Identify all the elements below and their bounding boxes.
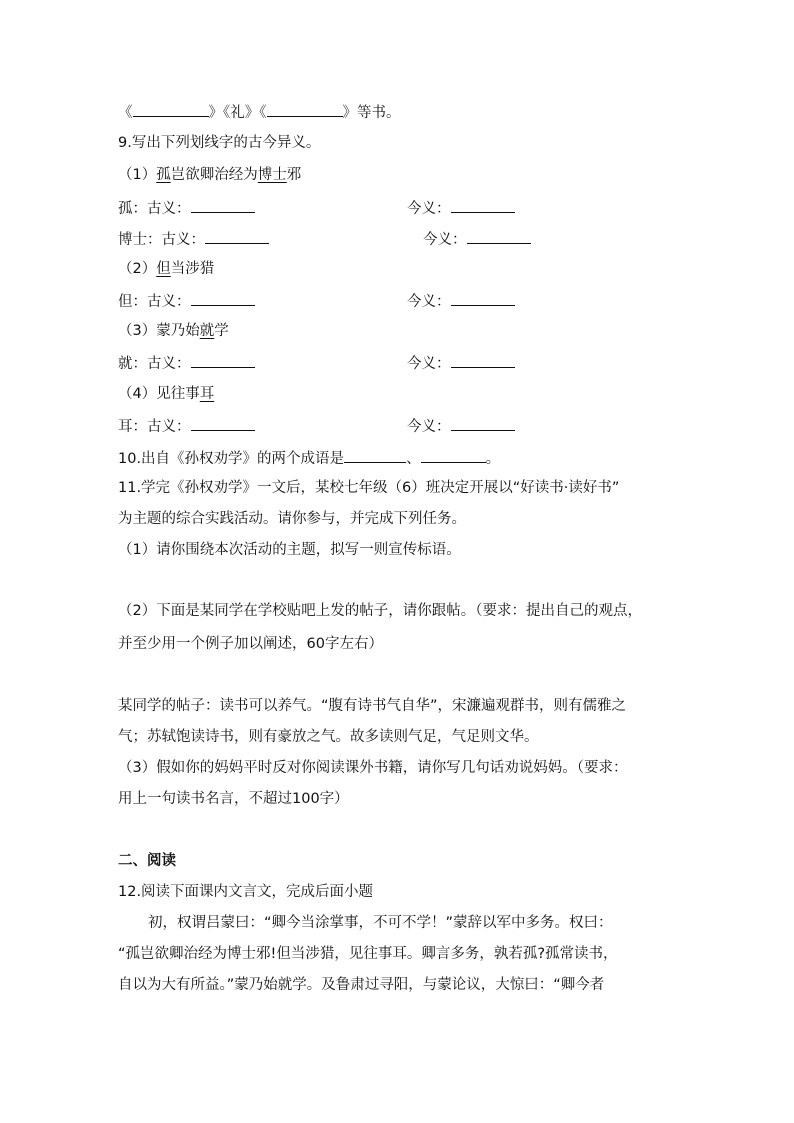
answer-row-gu [118,415,255,437]
section-heading: 二、阅读 [118,853,176,869]
q11-sub3-line1: （3）假如你的妈妈平时反对你阅读课外书籍，请你写几句话劝说妈妈。（要求： [118,760,628,776]
q9-item-2: （2）但当涉猎 [118,261,215,277]
answer-blank[interactable] [451,290,515,306]
book-li: 礼 [230,105,245,121]
underlined-word: 耳 [199,386,215,402]
answer-blank[interactable] [267,101,343,117]
answer-blank[interactable] [451,415,515,431]
answer-row-gu [118,228,269,250]
word-label: 孤： [118,201,147,217]
answer-blank[interactable] [191,352,255,368]
answer-row-jin [423,228,531,250]
answer-blank[interactable] [451,352,515,368]
post-line1: 某同学的帖子：读书可以养气。“腹有诗书气自华”，宋濂遍观群书，则有儒雅之 [118,698,627,714]
bracket-mid: 》《 [244,105,267,121]
answer-row-gu [118,352,255,374]
q10-text: 10.出自《孙权劝学》的两个成语是 [118,451,345,467]
answer-blank[interactable] [205,228,269,244]
passage-line3: 自以为大有所益。”蒙乃始就学。及鲁肃过寻阳，与蒙论议，大惊曰：“卿今者 [118,977,605,993]
word-label: 耳： [118,419,147,435]
q9-item-1: （1）孤岂欲卿治经为博士邪 [118,167,302,183]
underlined-word: 就 [199,323,215,339]
answer-row-jin [407,415,515,437]
word-label: 博士： [118,232,162,248]
answer-row-jin [407,352,515,374]
bracket-mid: 》《 [208,105,231,121]
q12-title: 12.阅读下面课内文言文，完成后面小题 [118,884,374,900]
underlined-word: 孤 [156,167,171,183]
q11-sub1: （1）请你围绕本次活动的主题，拟写一则宣传标语。 [118,542,461,558]
book-list-line [118,101,401,123]
gu-label: 古义： [147,201,191,217]
answer-row-gu [118,290,255,312]
jin-label: 今义： [407,419,451,435]
jin-label: 今义： [407,294,451,310]
q11-line1: 11.学完《孙权劝学》一文后，某校七年级（6）班决定开展以“好读书·读好书” [118,480,620,496]
answer-blank[interactable] [133,101,209,117]
jin-label: 今义： [407,201,451,217]
answer-blank[interactable] [191,415,255,431]
answer-row-gu [118,197,255,219]
underlined-word: 但 [156,261,171,277]
jin-label: 今义： [423,232,467,248]
passage-line2: “孤岂欲卿治经为博士邪!但当涉猎，见往事耳。卿言多务，孰若孤?孤常读书， [118,946,618,962]
q11-line2: 为主题的综合实践活动。请你参与，并完成下列任务。 [118,511,466,527]
jin-label: 今义： [407,356,451,372]
word-label: 就： [118,356,147,372]
q11-sub2-line2: 并至少用一个例子加以阐述，60字左右） [118,636,383,652]
gu-label: 古义： [161,232,205,248]
q11-sub2-line1: （2）下面是某同学在学校贴吧上发的帖子，请你跟帖。（要求：提出自己的观点， [118,603,642,619]
passage-line1: 初，权谓吕蒙曰：“卿今当涂掌事，不可不学！”蒙辞以军中多务。权曰： [148,915,613,931]
answer-blank[interactable] [467,228,531,244]
answer-blank[interactable] [344,447,406,463]
q9-title: 9.写出下列划线字的古今异义。 [118,135,321,151]
gu-label: 古义： [147,294,191,310]
answer-row-jin [407,197,515,219]
gu-label: 古义： [147,356,191,372]
answer-row-jin [407,290,515,312]
word-label: 但： [118,294,147,310]
q11-sub3-line2: 用上一句读书名言，不超过100字） [118,791,349,807]
underlined-word: 博士 [257,167,287,183]
answer-blank[interactable] [191,290,255,306]
q10: 10.出自《孙权劝学》的两个成语是 、 。 [118,447,500,469]
q9-item-3: （3）蒙乃始就学 [118,323,229,339]
q9-item-4: （4）见往事耳 [118,386,215,402]
answer-blank[interactable] [451,197,515,213]
post-line2: 气；苏轼饱读诗书，则有豪放之气。故多读则气足，气足则文华。 [118,729,539,745]
answer-blank[interactable] [421,447,486,463]
gu-label: 古义： [147,419,191,435]
answer-blank[interactable] [191,197,255,213]
bracket-end: 》等书。 [342,105,401,121]
bracket-open: 《 [118,105,133,121]
